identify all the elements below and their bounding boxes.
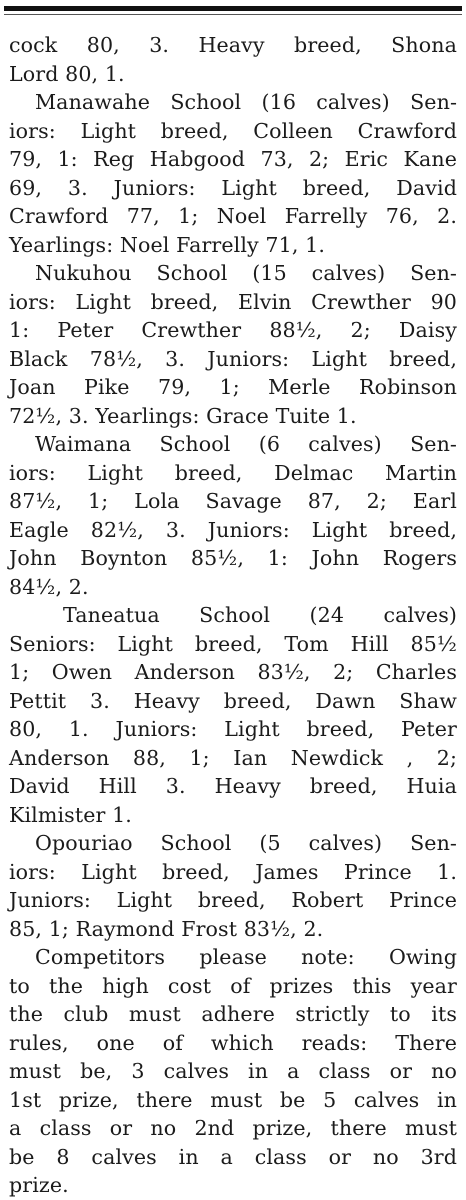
text-line: iors: Light breed, Delmac Martin bbox=[9, 460, 457, 485]
text-line: David Hill 3. Heavy breed, Huia bbox=[9, 774, 457, 798]
text-line: 84½, 2. bbox=[9, 574, 89, 599]
text-line: 69, 3. Juniors: Light breed, David bbox=[9, 175, 457, 200]
text-line: Opouriao School (5 calves) Sen- bbox=[35, 831, 457, 855]
text-line: Eagle 82½, 3. Juniors: Light breed, bbox=[9, 517, 457, 542]
text-line: iors: Light breed, Elvin Crewther 90 bbox=[9, 289, 457, 314]
text-line: Crawford 77, 1; Noel Farrelly 76, 2. bbox=[9, 204, 457, 228]
text-line: 1: Peter Crewther 88½, 2; Daisy bbox=[9, 318, 457, 342]
text-line: Waimana School (6 calves) Sen- bbox=[35, 432, 457, 456]
text-line: Taneatua School (24 calves) bbox=[63, 603, 457, 627]
text-line: Kilmister 1. bbox=[9, 802, 132, 827]
text-line: prize. bbox=[9, 1173, 69, 1197]
text-line: 1st prize, there must be 5 calves in bbox=[9, 1087, 457, 1112]
text-line: 1; Owen Anderson 83½, 2; Charles bbox=[9, 660, 457, 684]
text-line: Competitors please note: Owing bbox=[35, 945, 457, 969]
text-line: 79, 1: Reg Habgood 73, 2; Eric Kane bbox=[9, 147, 457, 171]
text-line: Yearlings: Noel Farrelly 71, 1. bbox=[9, 232, 325, 257]
text-line: the club must adhere strictly to its bbox=[9, 1002, 457, 1026]
text-line: 72½, 3. Yearlings: Grace Tuite 1. bbox=[9, 403, 357, 428]
text-line: John Boynton 85½, 1: John Rogers bbox=[9, 546, 457, 570]
text-line: Nukuhou School (15 calves) Sen- bbox=[35, 261, 457, 285]
text-line: 80, 1. Juniors: Light breed, Peter bbox=[9, 717, 457, 741]
text-line: be 8 calves in a class or no 3rd bbox=[9, 1144, 457, 1169]
top-column-rule-thin bbox=[4, 14, 462, 15]
text-line: 85, 1; Raymond Frost 83½, 2. bbox=[9, 916, 324, 941]
text-line: Black 78½, 3. Juniors: Light breed, bbox=[9, 346, 457, 371]
text-line: must be, 3 calves in a class or no bbox=[9, 1059, 457, 1083]
text-line: Juniors: Light breed, Robert Prince bbox=[9, 888, 457, 912]
text-line: Pettit 3. Heavy breed, Dawn Shaw bbox=[9, 688, 457, 713]
text-line: cock 80, 3. Heavy breed, Shona bbox=[9, 33, 457, 57]
text-line: Lord 80, 1. bbox=[9, 61, 125, 86]
top-column-rule bbox=[4, 6, 462, 11]
text-line: 87½, 1; Lola Savage 87, 2; Earl bbox=[9, 489, 457, 513]
text-line: rules, one of which reads: There bbox=[9, 1030, 457, 1055]
text-line: iors: Light breed, Colleen Crawford bbox=[9, 118, 457, 143]
text-line: Manawahe School (16 calves) Sen- bbox=[35, 90, 457, 114]
text-line: Anderson 88, 1; Ian Newdick , 2; bbox=[9, 745, 457, 770]
article-column bbox=[9, 31, 457, 1200]
text-line: Seniors: Light breed, Tom Hill 85½ bbox=[9, 631, 457, 656]
text-line: iors: Light breed, James Prince 1. bbox=[9, 859, 457, 884]
text-line: a class or no 2nd prize, there must bbox=[9, 1116, 457, 1140]
text-line: to the high cost of prizes this year bbox=[9, 973, 457, 998]
text-line: Joan Pike 79, 1; Merle Robinson bbox=[9, 375, 457, 399]
